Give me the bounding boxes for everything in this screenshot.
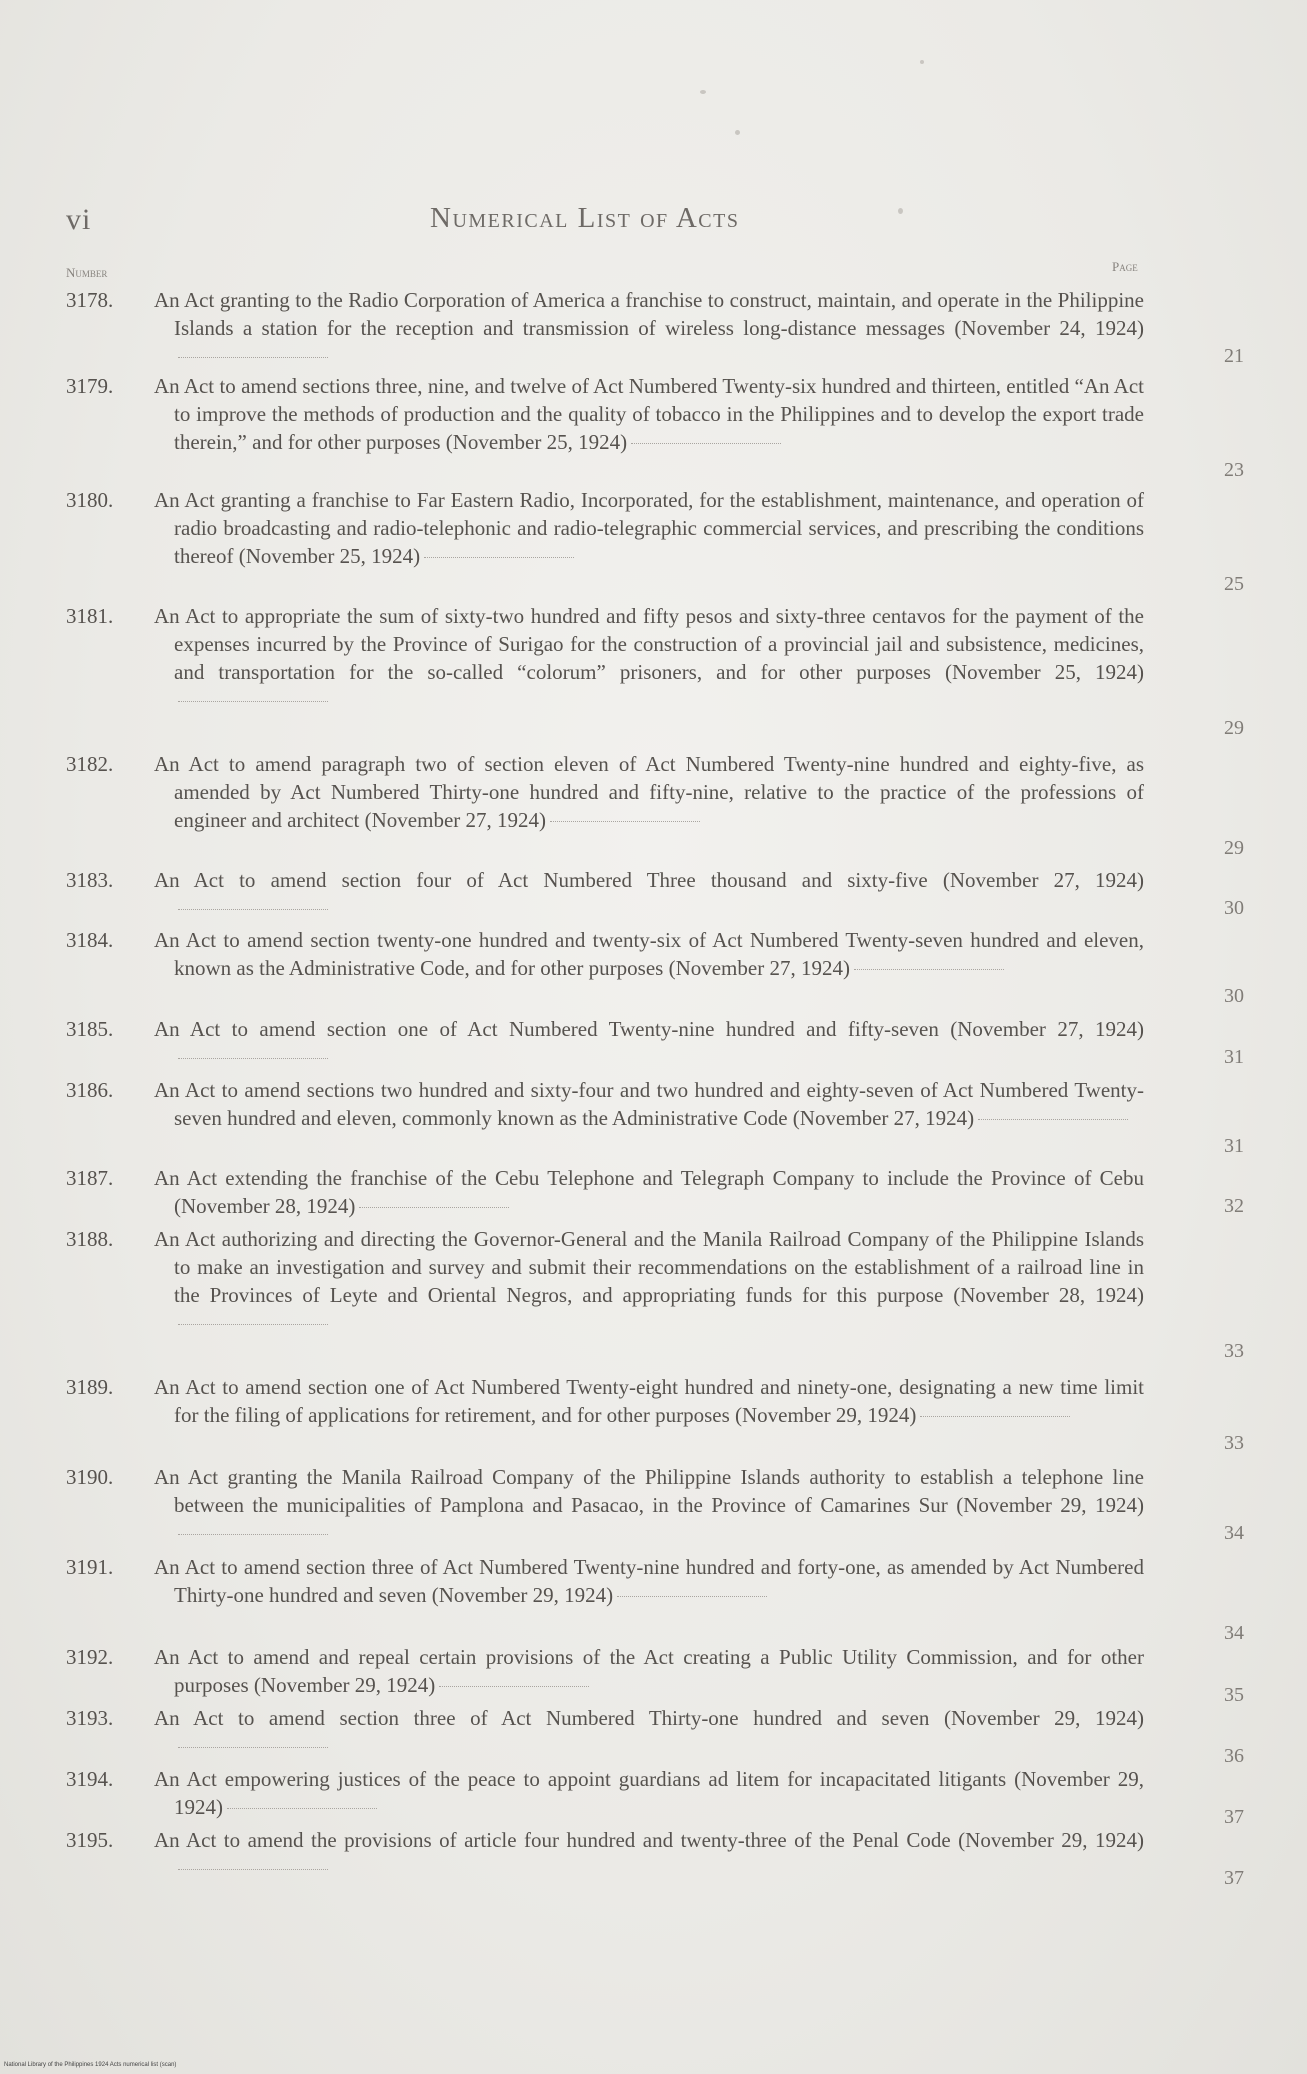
page-title: Numerical List of Acts [430, 202, 740, 234]
act-number: 3186. [66, 1078, 114, 1102]
leader-dots [631, 443, 781, 444]
scan-credit: National Library of the Philippines 1924 Acts numerical list (scan) [4, 2062, 177, 2068]
leader-dots [178, 1324, 328, 1325]
act-number: 3185. [66, 1017, 114, 1041]
act-title: An Act to amend section one of Act Numbered Twenty-nine hundred and fifty-seven (November 27, 1924) [154, 1015, 1144, 1071]
act-title: An Act granting to the Radio Corporation of America a franchise to construct, maintain, and operate in the Philippine Islands a station for the reception and transmission of wireless long-distance messages (November 24, 1924) [154, 286, 1144, 370]
act-entry [66, 1826, 1244, 1889]
act-number: 3188. [66, 1227, 114, 1251]
leader-dots [978, 1119, 1128, 1120]
act-title: An Act to amend section three of Act Numbered Thirty-one hundred and seven (November 29, 1924) [154, 1704, 1144, 1760]
act-entry [66, 1553, 1244, 1644]
act-entry [66, 1076, 1244, 1157]
act-entry [66, 1765, 1244, 1828]
act-page: 37 [1224, 1806, 1244, 1828]
act-page: 30 [1224, 897, 1244, 919]
act-number: 3181. [66, 604, 114, 628]
act-page: 34 [1224, 1622, 1244, 1644]
act-number: 3180. [66, 488, 114, 512]
leader-dots [617, 1596, 767, 1597]
act-number: 3182. [66, 752, 114, 776]
act-entry [66, 602, 1244, 739]
act-title: An Act to appropriate the sum of sixty-two hundred and fifty pesos and sixty-three centavos for the payment of the expenses incurred by the Province of Surigao for the construction of a provincial jail and subsistence, medicines, and transportation for the so-called “colorum” prisoners, and for other purposes (November 25, 1924) [154, 602, 1144, 714]
act-entry [66, 1225, 1244, 1362]
act-number: 3194. [66, 1767, 114, 1791]
act-entry [66, 486, 1244, 595]
act-number: 3195. [66, 1828, 114, 1852]
leader-dots [178, 701, 328, 702]
act-page: 21 [1224, 345, 1244, 367]
leader-dots [920, 1416, 1070, 1417]
act-number: 3191. [66, 1555, 114, 1579]
act-title: An Act to amend sections three, nine, and twelve of Act Numbered Twenty-six hundred and thirteen, entitled “An Act to improve the methods of production and the quality of tobacco in the Philippines and to develop the export trade therein,” and for other purposes (November 25, 1924) [154, 374, 1144, 454]
act-entry [66, 750, 1244, 859]
leader-dots [178, 1869, 328, 1870]
leader-dots [178, 1058, 328, 1059]
act-entry [66, 1643, 1244, 1706]
leader-dots [550, 821, 700, 822]
act-page: 29 [1224, 717, 1244, 739]
act-title: An Act granting the Manila Railroad Company of the Philippine Islands authority to establish a telephone line between the municipalities of Pamplona and Pasacao, in the Province of Camarines Sur (November 29, 1924) [154, 1463, 1144, 1547]
act-page: 30 [1224, 985, 1244, 1007]
act-title: An Act to amend the provisions of article four hundred and twenty-three of the Penal Code (November 29, 1924) [154, 1826, 1144, 1882]
act-entry [66, 372, 1244, 481]
leader-dots [178, 1534, 328, 1535]
page-number: vi [66, 203, 92, 236]
act-number: 3179. [66, 374, 114, 398]
act-page: 36 [1224, 1745, 1244, 1767]
act-page: 34 [1224, 1522, 1244, 1544]
act-number: 3189. [66, 1375, 114, 1399]
act-title: An Act empowering justices of the peace to appoint guardians ad litem for incapacitated litigants (November 29, 1924) [154, 1767, 1144, 1819]
act-entry [66, 926, 1244, 1007]
leader-dots [359, 1207, 509, 1208]
leader-dots [424, 557, 574, 558]
act-number: 3193. [66, 1706, 114, 1730]
act-page: 31 [1224, 1135, 1244, 1157]
act-number: 3192. [66, 1645, 114, 1669]
leader-dots [227, 1808, 377, 1809]
act-title: An Act authorizing and directing the Governor-General and the Manila Railroad Company of the Philippine Islands to make an investigation and survey and submit their recommendations on the establishment of a railroad line in the Provinces of Leyte and Oriental Negros, and appropriating funds for this purpose (November 28, 1924) [154, 1225, 1144, 1337]
leader-dots [439, 1686, 589, 1687]
act-entry [66, 1463, 1244, 1547]
act-page: 25 [1224, 573, 1244, 595]
leader-dots [178, 1747, 328, 1748]
act-entry [66, 1015, 1244, 1071]
act-entry [66, 1704, 1244, 1767]
act-number: 3183. [66, 868, 114, 892]
act-entry [66, 1373, 1244, 1454]
act-page: 33 [1224, 1340, 1244, 1362]
act-title: An Act extending the franchise of the Cebu Telephone and Telegraph Company to include the Province of Cebu (November 28, 1924) [154, 1166, 1144, 1218]
act-title: An Act to amend sections two hundred and sixty-four and two hundred and eighty-seven of Act Numbered Twenty-seven hundred and eleven, commonly known as the Administrative Code (November 27, 1924) [154, 1078, 1144, 1130]
leader-dots [178, 909, 328, 910]
act-page: 32 [1224, 1195, 1244, 1217]
act-entry [66, 286, 1244, 370]
act-page: 31 [1224, 1046, 1244, 1068]
act-page: 23 [1224, 459, 1244, 481]
act-title: An Act to amend section four of Act Numbered Three thousand and sixty-five (November 27, 1924) [154, 866, 1144, 922]
act-number: 3187. [66, 1166, 114, 1190]
act-page: 35 [1224, 1684, 1244, 1706]
act-title: An Act granting a franchise to Far Eastern Radio, Incorporated, for the establishment, maintenance, and operation of radio broadcasting and radio-telephonic and radio-telegraphic commercial services, and prescribing the conditions thereof (November 25, 1924) [154, 488, 1144, 568]
leader-dots [178, 357, 328, 358]
act-title: An Act to amend section one of Act Numbered Twenty-eight hundred and ninety-one, designating a new time limit for the filing of applications for retirement, and for other purposes (November 29, 1924) [154, 1375, 1144, 1427]
act-title: An Act to amend section twenty-one hundred and twenty-six of Act Numbered Twenty-seven hundred and eleven, known as the Administrative Code, and for other purposes (November 27, 1924) [154, 928, 1144, 980]
act-title: An Act to amend paragraph two of section eleven of Act Numbered Twenty-nine hundred and eighty-five, as amended by Act Numbered Thirty-one hundred and fifty-nine, relative to the practice of the professions of engineer and architect (November 27, 1924) [154, 752, 1144, 832]
leader-dots [854, 969, 1004, 970]
act-title: An Act to amend and repeal certain provisions of the Act creating a Public Utility Commission, and for other purposes (November 29, 1924) [154, 1645, 1144, 1697]
act-number: 3190. [66, 1465, 114, 1489]
act-number: 3178. [66, 288, 114, 312]
act-title: An Act to amend section three of Act Numbered Twenty-nine hundred and forty-one, as amended by Act Numbered Thirty-one hundred and seven (November 29, 1924) [154, 1555, 1144, 1607]
act-entry [66, 866, 1244, 922]
act-entry [66, 1164, 1244, 1220]
column-header-number: Number [66, 265, 108, 280]
act-page: 29 [1224, 837, 1244, 859]
act-page: 37 [1224, 1867, 1244, 1889]
act-number: 3184. [66, 928, 114, 952]
act-page: 33 [1224, 1432, 1244, 1454]
column-header-page: Page [1112, 259, 1138, 274]
